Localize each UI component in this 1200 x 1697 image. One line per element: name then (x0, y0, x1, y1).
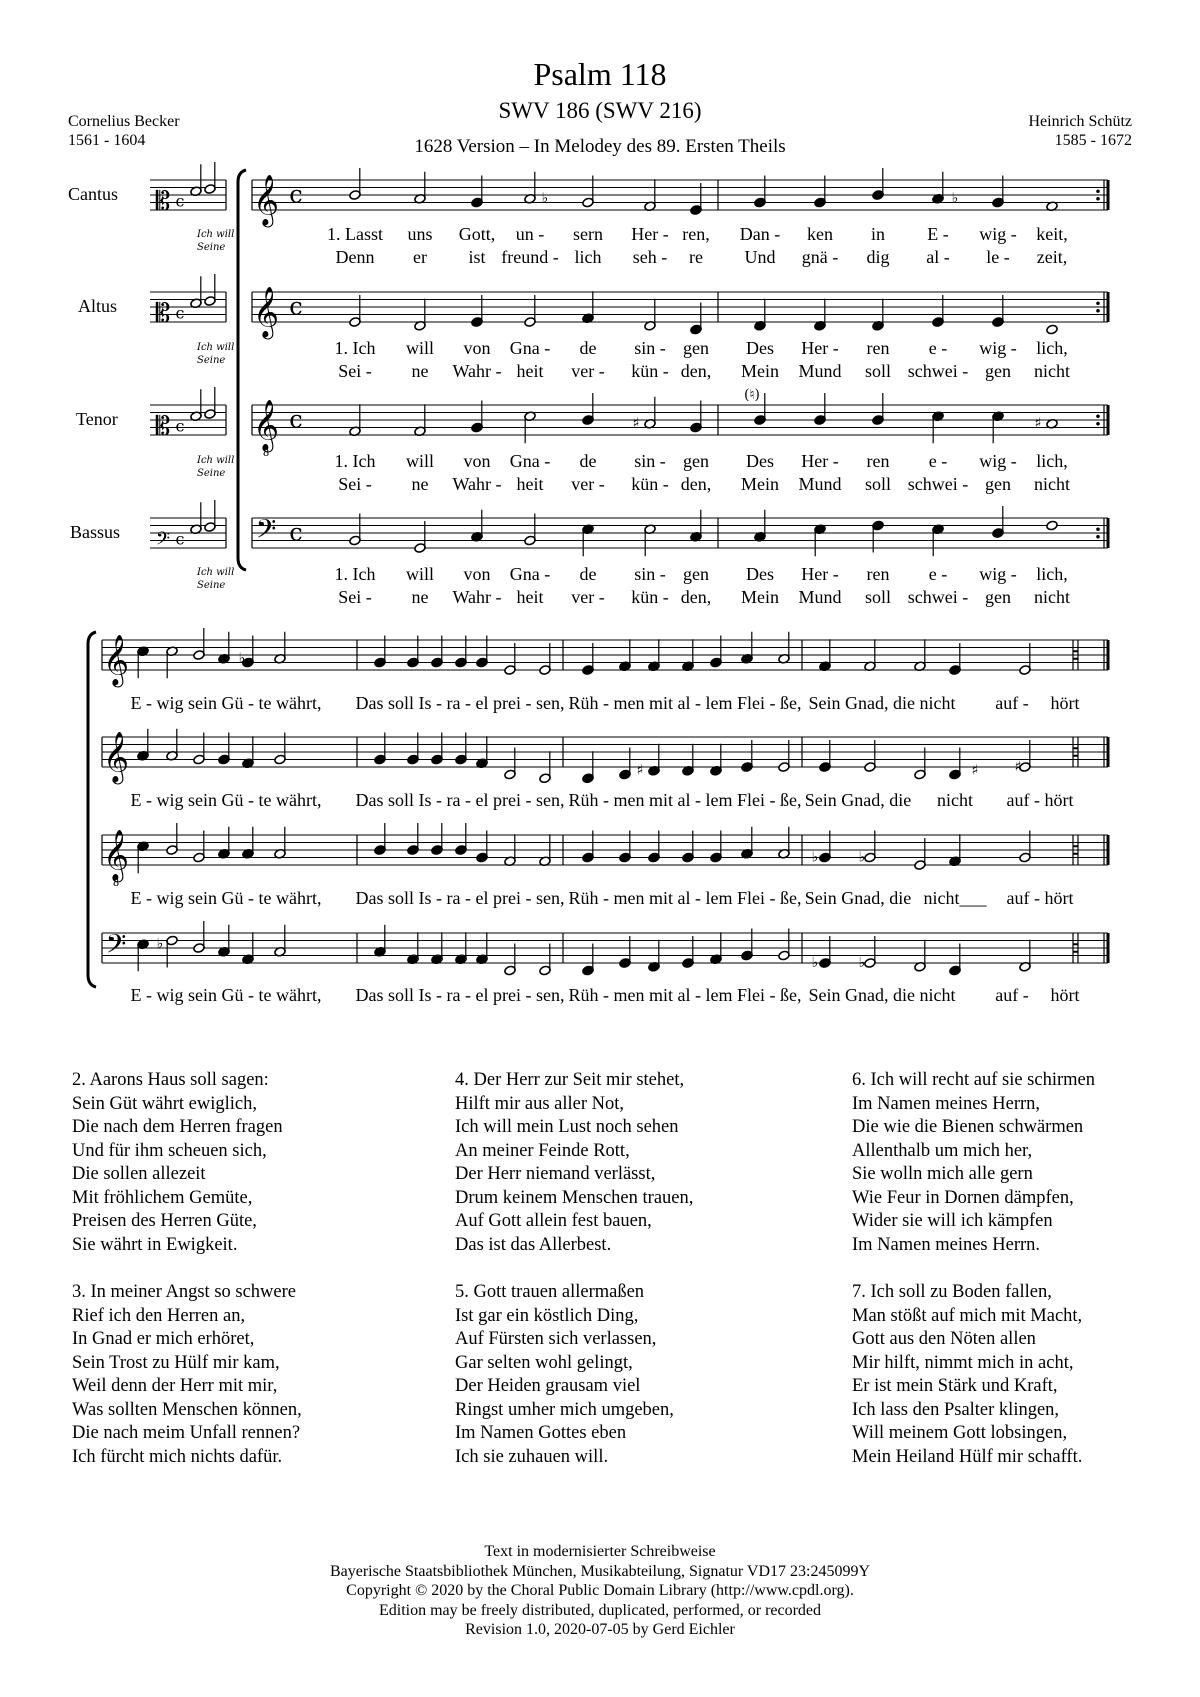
flat-accidental: ♭ (858, 849, 866, 866)
lyric-syllable: Wahr - (452, 361, 502, 381)
stanza-3: 3. In meiner Angst so schwere Rief ich den Herren an, In Gnad er mich erhöret, Sein Trost zu Hülf mir kam, Weil denn der Herr mit mir, Was sollten Menschen können, Die nach meim Unfall rennen? Ich fürcht mich nichts dafür. (72, 1282, 302, 1467)
stanza-5: 5. Gott trauen allermaßen Ist gar ein köstlich Ding, Auf Fürsten sich verlassen, Gar selten wohl gelingt, Der Heiden grausam viel Ringst umher mich umgeben, Im Namen Gottes eben Ich sie zuhauen will. (455, 1282, 674, 1467)
lyric-phrase: hört (1050, 693, 1080, 713)
lyric-syllable: er (413, 247, 427, 267)
lyric-phrase: Sein Gnad, die nicht (808, 985, 956, 1005)
lyric-syllable: heit (516, 361, 544, 381)
lyric-syllable: Sei - (338, 474, 372, 494)
editorial-natural-accidental: (♮) (744, 387, 760, 403)
lyric-phrase: E - wig sein Gü - te währt, (130, 790, 322, 810)
stanza-6: 6. Ich will recht auf sie schirmen Im Namen meines Herrn, Die wie die Bienen schwärmen Allenthalb um mich her, Sie wolln mich alle gern Wie Feur in Dornen dämpfen, Wider sie will ich kämpfen Im Namen meines Herrn. (852, 1070, 1095, 1255)
lyric-syllable: wig - (979, 451, 1017, 471)
lyric-syllable: al - (926, 247, 950, 267)
lyric-syllable: ver - (571, 361, 605, 381)
lyric-phrase: Das soll Is - ra - el prei - sen, (355, 888, 565, 908)
note-head (407, 823, 419, 855)
lyric-syllable: e - (928, 338, 948, 358)
lyric-phrase: auf - (995, 985, 1029, 1005)
note-head (374, 823, 386, 855)
lyric-syllable: ren (866, 564, 890, 584)
voice-label-bassus: Bassus (70, 522, 121, 542)
lyric-syllable: Gna - (509, 338, 551, 358)
note-head (349, 168, 361, 200)
stanza-7: 7. Ich soll zu Boden fallen, Man stößt auf mich mit Macht, Gott aus den Nöten allen Mir hilft, nimmt mich in acht, Er ist mein Stärk und Kraft, Ich lass den Psalter klingen, Will meinem Gott lobsingen, Mein Heiland Hülf mir schafft. (852, 1282, 1083, 1467)
incipit-clef: 𝄡 (155, 299, 171, 329)
lyric-phrase: Sein Gnad, die (804, 888, 912, 908)
lyric-syllable: le - (986, 247, 1010, 267)
lyric-syllable: Des (746, 564, 774, 584)
lyric-syllable: Gna - (509, 451, 551, 471)
footer-line: Revision 1.0, 2020-07-05 by Gerd Eichler (465, 1621, 735, 1638)
incipit-text: Ich will Seine (197, 342, 235, 366)
flat-accidental: ♭ (238, 650, 246, 667)
note-head (1046, 324, 1058, 335)
lyric-phrase: hört (1050, 985, 1080, 1005)
lyric-syllable: schwei - (907, 474, 969, 494)
lyric-syllable: nicht (1034, 587, 1070, 607)
lyric-phrase: auf - hört (1006, 790, 1074, 810)
note-head (872, 393, 884, 425)
lyric-syllable: ist (468, 247, 486, 267)
incipit-note (204, 162, 216, 194)
lyric-syllable: kün - (631, 361, 669, 381)
lyric-syllable: Mund (798, 361, 842, 381)
lyric-syllable: Mund (798, 474, 842, 494)
lyric-syllable: gen (985, 587, 1011, 607)
lyric-syllable: Dan - (739, 224, 781, 244)
lyric-syllable: gen (683, 451, 709, 471)
lyric-syllable: Denn (335, 247, 375, 267)
lyric-syllable: kün - (631, 474, 669, 494)
lyric-syllable: e - (928, 451, 948, 471)
lyric-syllable: de (579, 564, 597, 584)
lyric-syllable: heit (516, 587, 544, 607)
incipit-note (204, 387, 216, 419)
lyric-syllable: soll (864, 587, 892, 607)
lyric-syllable: 1. Ich (334, 564, 376, 584)
lyric-syllable: wig - (979, 564, 1017, 584)
sharp-accidental: ♯ (632, 415, 640, 432)
bass-clef: 𝄢 (255, 512, 277, 551)
lyric-phrase: E - wig sein Gü - te währt, (130, 693, 322, 713)
treble-clef: 𝄞 (252, 286, 280, 338)
lyric-syllable: uns (407, 224, 433, 244)
lyric-syllable: Wahr - (452, 474, 502, 494)
lyric-syllable: ren (866, 451, 890, 471)
time-signature: c (289, 518, 303, 547)
lyric-syllable: soll (864, 474, 892, 494)
time-signature: c (289, 180, 303, 209)
incipit-clef: 𝄢 (155, 529, 171, 554)
voice-label-tenor: Tenor (76, 409, 118, 429)
incipit-time-signature: c (175, 529, 185, 549)
lyric-phrase: nicht (937, 790, 973, 810)
lyric-syllable: will (405, 564, 435, 584)
footer-line: Copyright © 2020 by the Choral Public Domain Library (http://www.cpdl.org). (346, 1582, 854, 1599)
repeat-dot (1096, 197, 1100, 201)
voice-label-cantus: Cantus (68, 184, 119, 204)
footer-line: Edition may be freely distributed, duplicated, performed, or recorded (378, 1601, 822, 1619)
flat-accidental: ♭ (858, 954, 866, 971)
lyric-syllable: de (579, 451, 597, 471)
flat-accidental: ♭ (156, 936, 164, 952)
incipit-text: Ich will Seine (197, 455, 235, 479)
composer-name: Heinrich Schütz (1028, 113, 1132, 130)
repeat-dot (1096, 414, 1100, 418)
lyric-syllable: de (579, 338, 597, 358)
note-head (992, 506, 1004, 538)
lyric-syllable: ne (411, 361, 429, 381)
flat-accidental: ♭ (811, 954, 819, 971)
lyric-syllable: will (405, 338, 435, 358)
lyric-phrase: Das soll Is - ra - el prei - sen, (355, 985, 565, 1005)
lyric-syllable: 1. Ich (334, 451, 376, 471)
lyric-syllable: den, (680, 587, 712, 607)
bass-clef: 𝄢 (105, 927, 127, 966)
lyric-syllable: gnä - (801, 247, 839, 267)
lyric-syllable: Her - (801, 338, 839, 358)
lyric-syllable: Her - (801, 451, 839, 471)
repeat-dot (1096, 422, 1100, 426)
lyric-syllable: Mein (741, 361, 779, 381)
lyric-syllable: sin - (634, 564, 666, 584)
repeat-dot (1096, 301, 1100, 305)
lyric-phrase: Rüh - men mit al - lem Flei - ße, (568, 985, 802, 1005)
lyric-syllable: Her - (801, 564, 839, 584)
lyric-syllable: ver - (571, 474, 605, 494)
lyric-phrase: E - wig sein Gü - te währt, (130, 985, 322, 1005)
lyric-phrase: nicht___ (923, 888, 987, 908)
lyric-syllable: gen (683, 338, 709, 358)
lyric-syllable: Wahr - (452, 587, 502, 607)
page-subtitle: SWV 186 (SWV 216) (498, 98, 702, 123)
lyric-syllable: E - (927, 224, 949, 244)
lyric-phrase: E - wig sein Gü - te währt, (130, 888, 322, 908)
incipit-time-signature: c (175, 191, 185, 211)
repeat-dot (1096, 527, 1100, 531)
sharp-accidental: ♯ (1034, 415, 1042, 432)
lyric-syllable: Des (746, 451, 774, 471)
lyric-syllable: lich (574, 247, 602, 267)
system-bracket (88, 632, 96, 987)
incipit-time-signature: c (175, 416, 185, 436)
incipit-time-signature: c (175, 303, 185, 323)
lyric-syllable: wig - (979, 224, 1017, 244)
lyric-phrase: Rüh - men mit al - lem Flei - ße, (568, 790, 802, 810)
treble-clef: 𝄞 (102, 731, 130, 783)
lyric-phrase: Sein Gnad, die (804, 790, 912, 810)
lyric-phrase: auf - (995, 693, 1029, 713)
flat-accidental: ♭ (541, 190, 549, 207)
repeat-dot (1096, 309, 1100, 313)
lyric-syllable: ken (807, 224, 833, 244)
lyric-syllable: Und (744, 247, 776, 267)
lyric-syllable: soll (864, 361, 892, 381)
lyric-syllable: seh - (632, 247, 668, 267)
treble-clef: 𝄞 (252, 174, 280, 226)
lyric-syllable: keit, (1036, 224, 1068, 244)
treble-clef: 𝄞 (102, 829, 130, 881)
lyric-syllable: in (870, 224, 886, 244)
lyric-syllable: zeit, (1036, 247, 1068, 267)
incipit-note (204, 500, 216, 532)
lyric-syllable: freund - (501, 247, 559, 267)
lyric-syllable: ne (411, 474, 429, 494)
lyric-syllable: Mund (798, 587, 842, 607)
note-head (193, 921, 205, 953)
treble-clef: 𝄞 (102, 634, 130, 686)
lyric-phrase: Sein Gnad, die nicht (808, 693, 956, 713)
repeat-dot (1096, 535, 1100, 539)
lyric-syllable: Mein (741, 587, 779, 607)
version-note: 1628 Version – In Melodey des 89. Ersten Theils (414, 136, 786, 157)
lyric-syllable: kün - (631, 587, 669, 607)
lyric-syllable: dig (866, 247, 890, 267)
poet-dates: 1561 - 1604 (68, 132, 146, 149)
lyric-phrase: Das soll Is - ra - el prei - sen, (355, 790, 565, 810)
lyric-syllable: sern (573, 224, 603, 244)
incipit-note (204, 274, 216, 306)
note-head (455, 823, 467, 855)
sharp-accidental: ♯ (971, 762, 979, 779)
system-bracket (238, 170, 246, 570)
lyric-syllable: will (405, 451, 435, 471)
incipit-clef: 𝄡 (155, 412, 171, 442)
lyric-syllable: den, (680, 361, 712, 381)
lyric-syllable: von (463, 564, 491, 584)
lyric-syllable: e - (928, 564, 948, 584)
lyric-syllable: wig - (979, 338, 1017, 358)
lyric-syllable: Her - (631, 224, 669, 244)
lyric-syllable: gen (683, 564, 709, 584)
incipit-text: Ich will Seine (197, 567, 235, 591)
lyric-syllable: Sei - (338, 587, 372, 607)
note-head (814, 393, 826, 425)
lyric-syllable: Gna - (509, 564, 551, 584)
lyric-syllable: von (463, 451, 491, 471)
note-head (582, 393, 594, 425)
lyric-syllable: schwei - (907, 361, 969, 381)
time-signature: c (289, 292, 303, 321)
lyric-syllable: schwei - (907, 587, 969, 607)
lyric-phrase: Rüh - men mit al - lem Flei - ße, (568, 888, 802, 908)
lyric-syllable: lich, (1036, 564, 1068, 584)
lyric-syllable: ne (411, 587, 429, 607)
lyric-syllable: ren, (682, 224, 710, 244)
lyric-syllable: gen (985, 474, 1011, 494)
lyric-phrase: Das soll Is - ra - el prei - sen, (355, 693, 565, 713)
lyric-syllable: re (689, 247, 703, 267)
sharp-accidental: ♯ (636, 762, 644, 779)
poet-name: Cornelius Becker (68, 113, 180, 130)
lyric-syllable: heit (516, 474, 544, 494)
lyric-syllable: ver - (571, 587, 605, 607)
lyric-phrase: Rüh - men mit al - lem Flei - ße, (568, 693, 802, 713)
repeat-dot (1096, 189, 1100, 193)
lyric-syllable: Des (746, 338, 774, 358)
lyric-syllable: lich, (1036, 338, 1068, 358)
lyric-syllable: den, (680, 474, 712, 494)
footer-credits (0, 1542, 1200, 1640)
time-signature: c (289, 405, 303, 434)
lyric-syllable: gen (985, 361, 1011, 381)
footer-line: Text in modernisierter Schreibweise (484, 1543, 716, 1560)
stanza-4: 4. Der Herr zur Seit mir stehet, Hilft mir aus aller Not, Ich will mein Lust noch sehen An meiner Feinde Rott, Der Herr niemand verlässt, Drum keinem Menschen trauen, Auf Gott allein fest bauen, Das ist das Allerbest. (455, 1070, 694, 1255)
octave-marker: 8 (262, 448, 270, 459)
lyric-syllable: Gott, (458, 224, 496, 244)
incipit-clef: 𝄡 (155, 187, 171, 217)
sharp-accidental: ♯ (1014, 758, 1022, 775)
composer-dates: 1585 - 1672 (1054, 132, 1132, 149)
lyric-syllable: lich, (1036, 451, 1068, 471)
lyric-phrase: auf - hört (1006, 888, 1074, 908)
treble-clef: 𝄞 (252, 399, 280, 451)
lyric-syllable: 1. Ich (334, 338, 376, 358)
lyric-syllable: un - (515, 224, 545, 244)
lyric-syllable: ren (866, 338, 890, 358)
footer-line: Bayerische Staatsbibliothek München, Musikabteilung, Signatur VD17 23:245099Y (329, 1562, 871, 1580)
lyric-syllable: nicht (1034, 474, 1070, 494)
lyric-syllable: Mein (741, 474, 779, 494)
lyric-syllable: 1. Lasst (327, 224, 383, 244)
page-title: Psalm 118 (533, 56, 667, 92)
note-head (431, 823, 443, 855)
lyric-syllable: sin - (634, 451, 666, 471)
lyric-syllable: von (463, 338, 491, 358)
note-head (193, 628, 205, 660)
lyric-syllable: sin - (634, 338, 666, 358)
octave-marker: 8 (112, 878, 120, 889)
note-head (1046, 520, 1058, 531)
stanza-2: 2. Aarons Haus soll sagen: Sein Güt währt ewiglich, Die nach dem Herren fragen Und für ihm scheuen sich, Die sollen allezeit Mit fröhlichem Gemüte, Preisen des Herren Güte, Sie währt in Ewigkeit. (72, 1070, 283, 1255)
flat-accidental: ♭ (951, 190, 959, 207)
lyric-syllable: nicht (1034, 361, 1070, 381)
note-head (166, 823, 178, 855)
voice-label-altus: Altus (78, 296, 118, 316)
incipit-text: Ich will Seine (197, 229, 235, 253)
lyric-syllable: Sei - (338, 361, 372, 381)
note-head (872, 168, 884, 200)
flat-accidental: ♭ (811, 849, 819, 866)
